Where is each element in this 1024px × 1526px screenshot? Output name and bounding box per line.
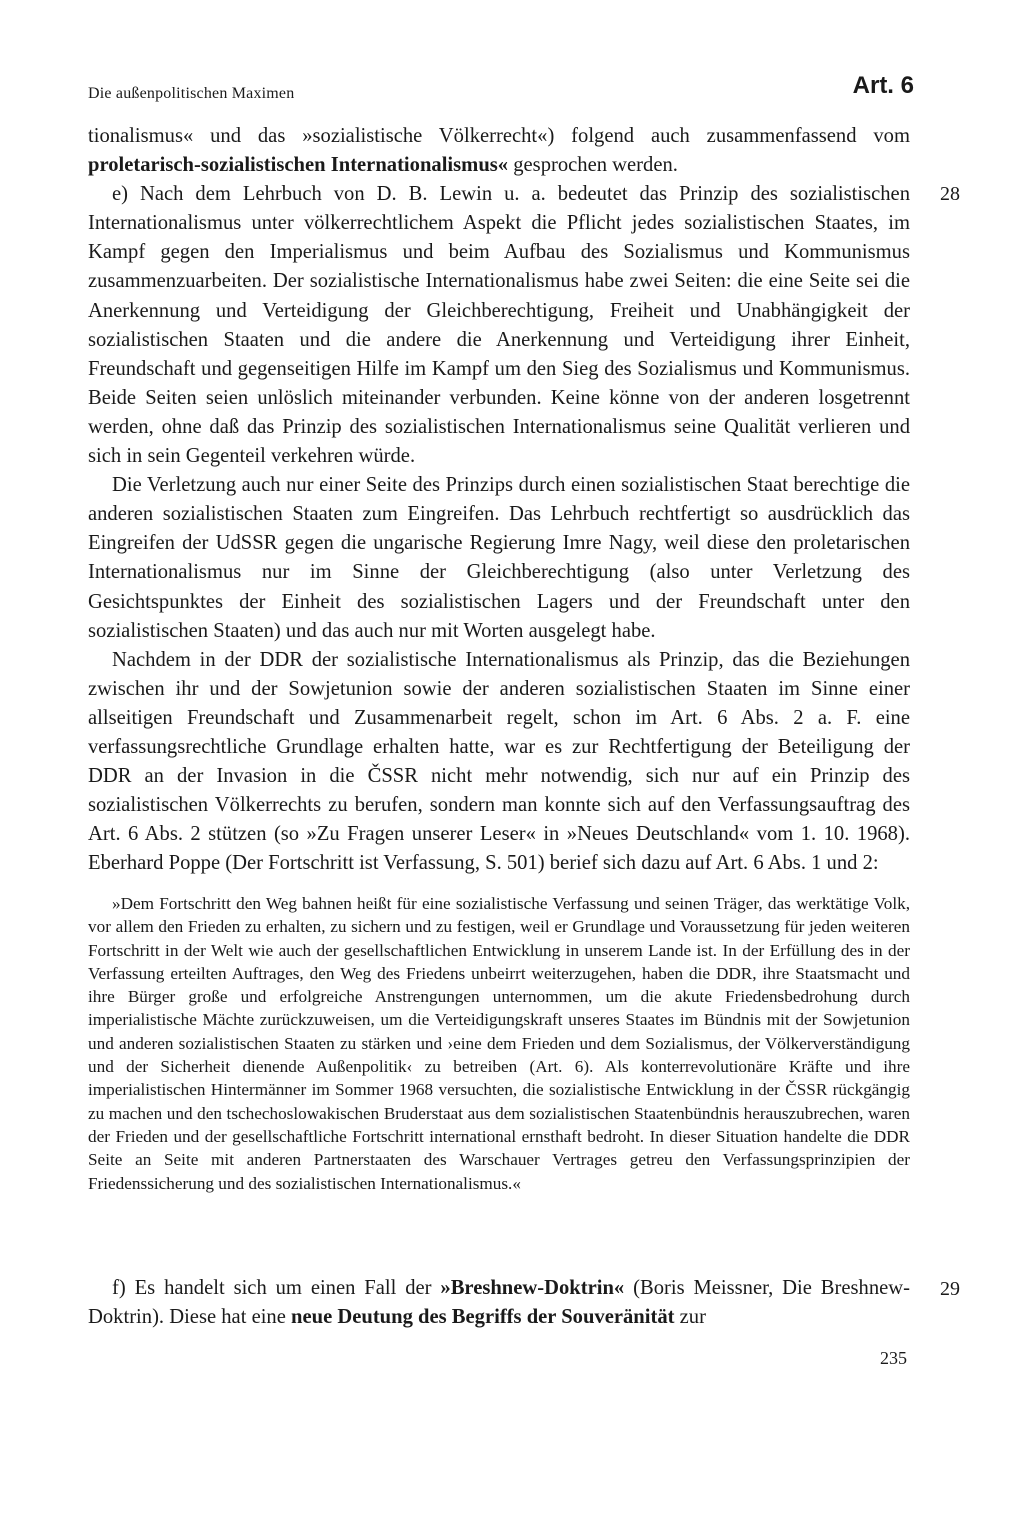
block-quote	[88, 892, 910, 1195]
bold-term: »Breshnew-Doktrin«	[440, 1277, 625, 1299]
text-run: tionalismus« und das »sozialistische Völkerrecht«) folgend auch zusammenfassend vom	[88, 125, 910, 147]
bold-term: proletarisch-sozialistischen Internationalismus«	[88, 154, 509, 177]
margin-number: 29	[940, 1278, 960, 1300]
paragraph-e: e) Nach dem Lehrbuch von D. B. Lewin u. a. bedeutet das Prinzip des sozialistischen Internationalismus unter völkerrechtlichem Aspekt die Pflicht jedes sozialistischen Staates, im Kampf gegen den Imperialismus und beim Aufbau des Sozialismus und Kommunismus zusammenzuarbeiten. Der sozialistische Internationalismus habe zwei Seiten: die eine Seite sei die Anerkennung und Verteidigung der Gleichberechtigung, Freiheit und Unabhängigkeit der sozialistischen Staaten und die andere die Anerkennung und Verteidigung ihrer Einheit, Freundschaft und gegenseitigen Hilfe im Kampf um den Sieg des Sozialismus und Kommunismus. Beide Seiten seien unlöslich miteinander verbunden. Keine könne von der anderen losgetrennt werden, ohne daß das Prinzip des sozialistischen Internationalismus seine Qualität verlieren und sich in sein Gegenteil verkehren würde.	[88, 183, 910, 468]
main-text-continued	[88, 1274, 910, 1332]
text-run: (Boris Meissner, Die Breshnew-Doktrin). Diese hat eine	[88, 1277, 910, 1329]
paragraph-continuation	[88, 122, 910, 180]
running-header: Die außenpolitischen Maximen	[88, 85, 295, 102]
text-run: zur	[674, 1306, 706, 1329]
paragraph-f	[88, 1274, 910, 1332]
text-run: gesprochen werden.	[508, 154, 678, 177]
bold-term: neue Deutung des Begriffs der Souveränität	[291, 1306, 675, 1329]
text-run: f) Es handelt sich um einen Fall der	[112, 1277, 441, 1299]
margin-number: 28	[940, 183, 960, 205]
main-text	[88, 122, 910, 878]
quote-text: »Dem Fortschritt den Weg bahnen heißt für eine sozialistische Verfassung und seinen Träger, das werktätige Volk, vor allem den Frieden zu erhalten, zu sichern und zu festigen, weil er Grundlage und Voraussetzung für jeden weiteren Fortschritt in der Welt wie auch der gesellschaftlichen Entwicklung in unserem Lande ist. In der Erfüllung des in der Verfassung erteilten Auftrages, den Weg des Friedens unbeirrt weiterzugehen, haben die DDR, ihre Staatsmacht und ihre Bürger große und erfolgreiche Anstrengungen unternommen, um die akute Friedensbedrohung durch imperialistische Mächte zurückzuweisen, um die Verteidigungskraft unseres Staates im Bündnis mit der Sowjetunion und anderen sozialistischen Staaten zu stärken und ›eine dem Frieden und dem Sozialismus, der Völkerverständigung und der Sicherheit dienende Außenpolitik‹ zu betreiben (Art. 6). Als konterrevolutionäre Kräfte und ihre imperialistischen Hintermänner im Sommer 1968 versuchten, die sozialistische Entwicklung in der ČSSR rückgängig zu machen und den tschechoslowakischen Bruderstaat aus dem sozialistischen Staatenbündnis herauszubrechen, waren der Frieden und der gesellschaftliche Fortschritt international ernsthaft bedroht. In dieser Situation handelte die DDR Seite an Seite mit anderen Partnerstaaten des Warschauer Vertrages getreu den Verfassungsprinzipien der Friedenssicherung und des sozialistischen Internationalismus.«	[88, 894, 910, 1193]
paragraph-ddr: Nachdem in der DDR der sozialistische Internationalismus als Prinzip, das die Beziehungen zwischen ihr und der Sowjetunion sowie der anderen sozialistischen Staaten im Sinne einer allseitigen Freundschaft und Zusammenarbeit regelt, schon im Art. 6 Abs. 2 a. F. eine verfassungsrechtliche Grundlage erhalten hatte, war es zur Rechtfertigung der Beteiligung der DDR an der Invasion in die ČSSR nicht mehr notwendig, sich nur auf ein Prinzip des sozialistischen Völkerrechts zu berufen, sondern man konnte sich auf den Verfassungsauftrag des Art. 6 Abs. 2 stützen (so »Zu Fragen unserer Leser« in »Neues Deutschland« vom 1. 10. 1968). Eberhard Poppe (Der Fortschritt ist Verfassung, S. 501) berief sich dazu auf Art. 6 Abs. 1 und 2:	[88, 648, 910, 875]
page-number: 235	[880, 1348, 907, 1368]
paragraph-violation: Die Verletzung auch nur einer Seite des Prinzips durch einen sozialistischen Staat berechtige die anderen sozialistischen Staaten zum Eingreifen. Das Lehrbuch rechtfertigt so ausdrücklich das Eingreifen der UdSSR gegen die ungarische Regierung Imre Nagy, weil diese den proletarischen Internationalismus nur im Sinne der Gleichberechtigung (also unter Verletzung des Gesichtspunktes der Einheit des sozialistischen Lagers und der Freundschaft unter den sozialistischen Staaten) und das auch nur mit Worten ausgelegt habe.	[88, 474, 910, 642]
article-label: Art. 6	[852, 72, 914, 99]
